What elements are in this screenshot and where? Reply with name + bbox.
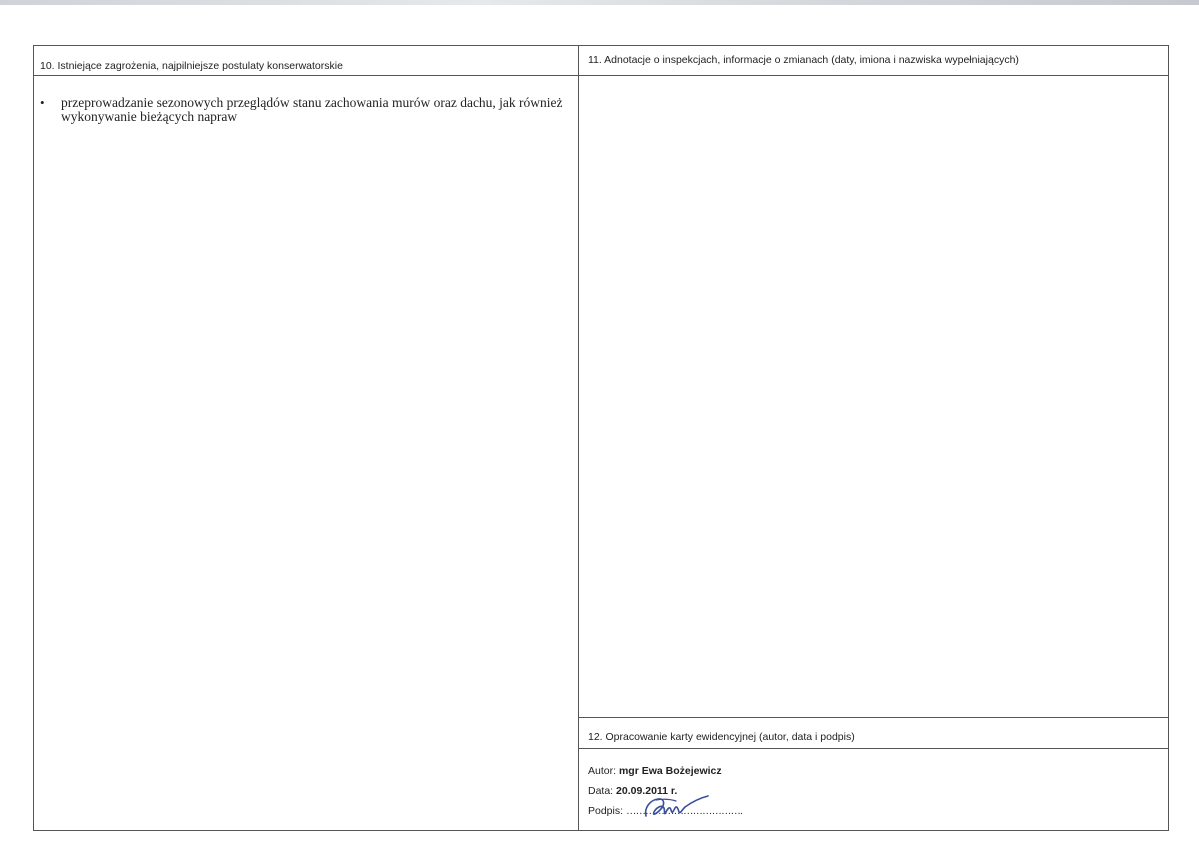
section10-header: 10. Istniejące zagrożenia, najpilniejsze postulaty konserwatorskie xyxy=(40,60,343,72)
table-right-border xyxy=(1168,45,1169,831)
table-left-border xyxy=(33,45,34,831)
section11-header: 11. Adnotacje o inspekcjach, informacje o zmianach (daty, imiona i nazwiska wypełniających) xyxy=(588,54,1019,66)
signature-dots: ………………………………. xyxy=(625,805,742,817)
list-item-text: przeprowadzanie sezonowych przeglądów stanu zachowania murów oraz dachu, jak również wykonywanie bieżących napraw xyxy=(61,95,563,124)
column-divider xyxy=(578,45,579,831)
section12-top-border xyxy=(578,717,1169,718)
scan-edge xyxy=(0,0,1199,5)
author-label: Autor: xyxy=(588,765,617,777)
section12-header: 12. Opracowanie karty ewidencyjnej (autor, data i podpis) xyxy=(588,731,855,743)
author-line xyxy=(588,765,722,777)
table-top-border xyxy=(33,45,1169,46)
table-bottom-border xyxy=(33,830,1169,831)
signature-label: Podpis: xyxy=(588,805,624,817)
bullet-dot-icon: • xyxy=(40,95,45,110)
section12-header-bottom-border xyxy=(578,748,1169,749)
handwritten-signature xyxy=(642,794,712,820)
date-label: Data: xyxy=(588,785,614,797)
date-value: 20.09.2011 r. xyxy=(616,785,678,797)
header-bottom-border xyxy=(33,75,1169,76)
list-item xyxy=(40,96,570,124)
author-value: mgr Ewa Bożejewicz xyxy=(618,765,722,777)
